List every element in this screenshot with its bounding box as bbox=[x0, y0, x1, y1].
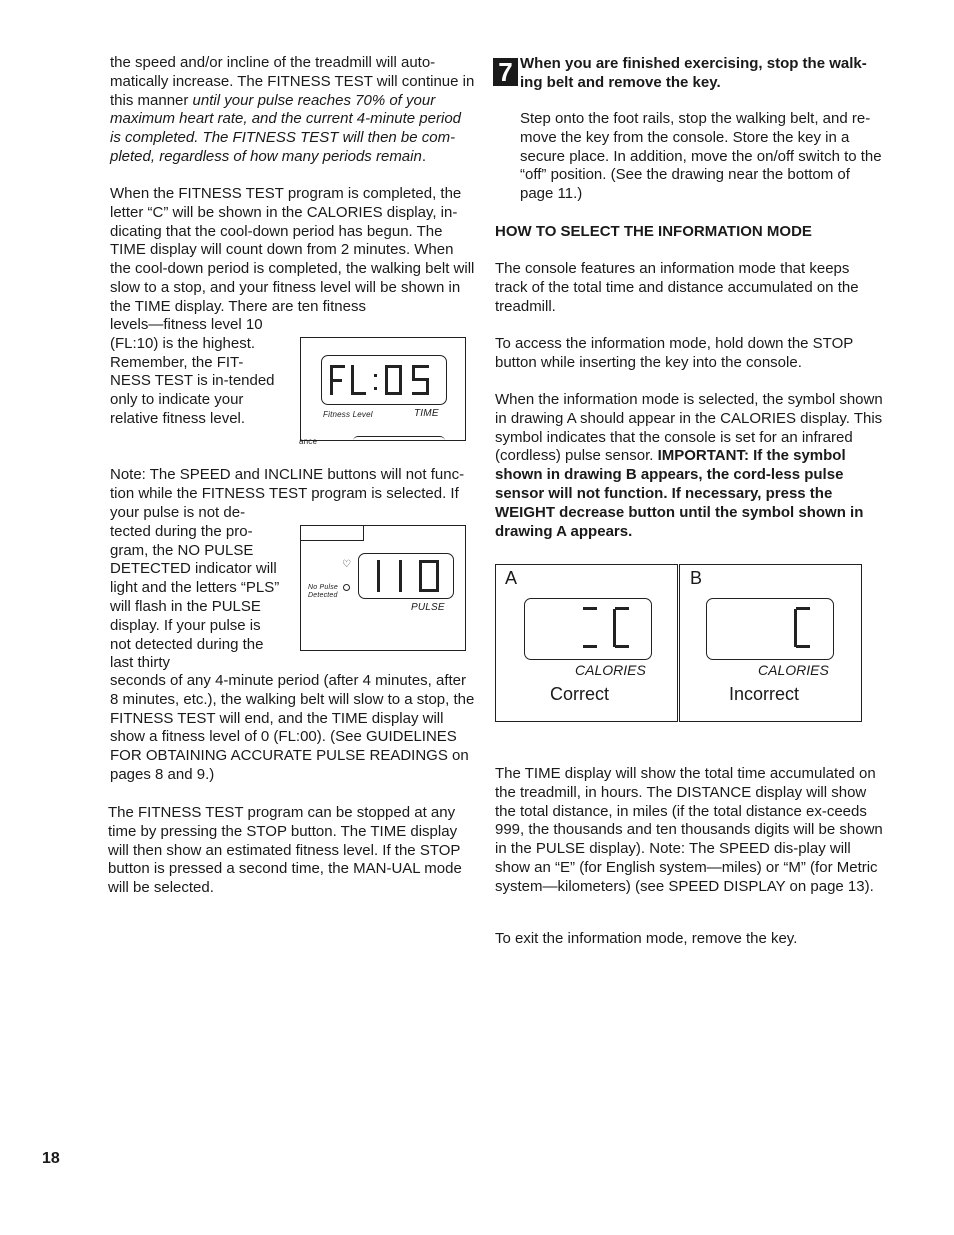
drawing-b-caption: Incorrect bbox=[729, 684, 800, 704]
time-display-figure bbox=[299, 337, 466, 446]
paragraph-stop-fitness-test: The FITNESS TEST program can be stopped at any time by pressing the STOP button. The TIME display will then show an estimated fitness level. If the STOP button is pressed a second time, the MAN-UAL mode will be selected. bbox=[108, 804, 462, 897]
paragraph-fitness-test-completed: When the FITNESS TEST program is completed, the letter “C” will be shown in the CALORIES display, in-dicating that the cool-down period has begun. The TIME display will count down from 2 minutes. When the cool-down period is completed, the walking belt will slow to a stop, and your fitness level will be shown in the TIME display. There are ten fitness bbox=[110, 185, 475, 315]
paragraph-time-distance-display: The TIME display will show the total time accumulated on the treadmill, in hours. The DISTANCE display will show the total distance, in miles (if the total distance ex-ceeds 999, the thousands and ten thousands digits will be shown in the PULSE display). Note: The SPEED dis-play will show an “E” (for English system—miles) or “M” (for Metric system—kilometers) (see SPEED DISPLAY on page 13). bbox=[495, 765, 883, 895]
drawing-a-caption: Correct bbox=[550, 684, 610, 704]
time-label: TIME bbox=[414, 408, 439, 419]
fitness-level-label: Fitness Level bbox=[323, 410, 373, 419]
page-number: 18 bbox=[42, 1150, 60, 1167]
paragraph-fitness-test-ends: seconds of any 4-minute period (after 4 minutes, after 8 minutes, etc.), the walking belt will slow to a stop, the FITNESS TEST will end, and the TIME display will show a fitness level of 0 (FL:00). (See GUIDELINES FOR OBTAINING ACCURATE PULSE READINGS on pages 8 and 9.) bbox=[110, 672, 475, 783]
drawing-a-symbol bbox=[525, 599, 651, 659]
drawing-b-letter: B bbox=[690, 568, 703, 588]
paragraph-speed-incline-note: Note: The SPEED and INCLINE buttons will not func-tion while the FITNESS TEST program is selected. If bbox=[110, 466, 465, 502]
pulse-lcd bbox=[358, 553, 454, 599]
paragraph-pulse-not-detected: your pulse is not de-tected during the pro-gram, the NO PULSE DETECTED indicator will light and the letters “PLS” will flash in the PULSE display. If your pulse is not detected during the last thirty bbox=[110, 504, 280, 672]
paragraph-symbol-drawing: When the information mode is selected, the symbol shown in drawing A should appear in the CALORIES display. This symbol indicates that the console is set for an infrared (cordless) pulse sensor. IMPORTANT: If the symbol shown in drawing B appears, the cord-less pulse sensor will not function. If necessary, press the WEIGHT decrease button until the symbol shown in drawing A appears. bbox=[495, 391, 883, 540]
step-number-badge: 7 bbox=[493, 58, 518, 86]
no-pulse-detected-label: No Pulse Detected bbox=[308, 584, 339, 599]
paragraph-exit-information-mode: To exit the information mode, remove the key. bbox=[495, 930, 798, 947]
pulse-display-figure bbox=[300, 525, 466, 651]
paragraph-access-information-mode: To access the information mode, hold down the STOP button while inserting the key into the console. bbox=[495, 335, 853, 371]
drawing-a-lcd bbox=[524, 598, 652, 660]
step-heading: When you are finished exercising, stop the walk-ing belt and remove the key. bbox=[520, 55, 867, 91]
cut-lcd-fragment bbox=[353, 436, 445, 441]
no-pulse-indicator-icon bbox=[343, 584, 350, 591]
pulse-figure-top-bar bbox=[301, 526, 364, 541]
cut-label-fragment: ance bbox=[299, 437, 318, 446]
pulse-lcd-digits bbox=[359, 554, 453, 598]
paragraph-information-mode-intro: The console features an information mode that keeps track of the total time and distance accumulated on the treadmill. bbox=[495, 260, 859, 315]
paragraph-fitness-test-continue: the speed and/or incline of the treadmill will auto-matically increase. The FITNESS TEST will continue in this manner until your pulse reaches 70% of your maximum heart rate, and the current 4-minute period is completed. The FITNESS TEST will then be com-pleted, regardless of how many periods remain. bbox=[110, 54, 475, 165]
drawing-b-calories-label: CALORIES bbox=[758, 662, 829, 678]
drawing-b-symbol bbox=[707, 599, 833, 659]
paragraph-step-body: Step onto the foot rails, stop the walking belt, and re-move the key from the console. Store the key in a secure place. In addition, move the on/off switch to the “off” position. (See the drawing near the bottom of page 11.) bbox=[520, 110, 882, 203]
paragraph-fitness-levels: levels—fitness level 10 (FL:10) is the highest. Remember, the FIT-NESS TEST is in-tended only to indicate your relative fitness level. bbox=[110, 316, 275, 427]
time-lcd-digits bbox=[322, 356, 446, 404]
drawing-a-calories-label: CALORIES bbox=[575, 662, 646, 678]
section-heading-information-mode: HOW TO SELECT THE INFORMATION MODE bbox=[495, 223, 812, 240]
drawing-b-incorrect bbox=[679, 564, 862, 722]
time-lcd bbox=[321, 355, 447, 405]
pulse-label: PULSE bbox=[411, 602, 445, 613]
drawing-a-correct bbox=[495, 564, 678, 722]
drawing-a-letter: A bbox=[505, 568, 518, 588]
drawing-b-lcd bbox=[706, 598, 834, 660]
heart-icon: ♡ bbox=[342, 559, 351, 570]
